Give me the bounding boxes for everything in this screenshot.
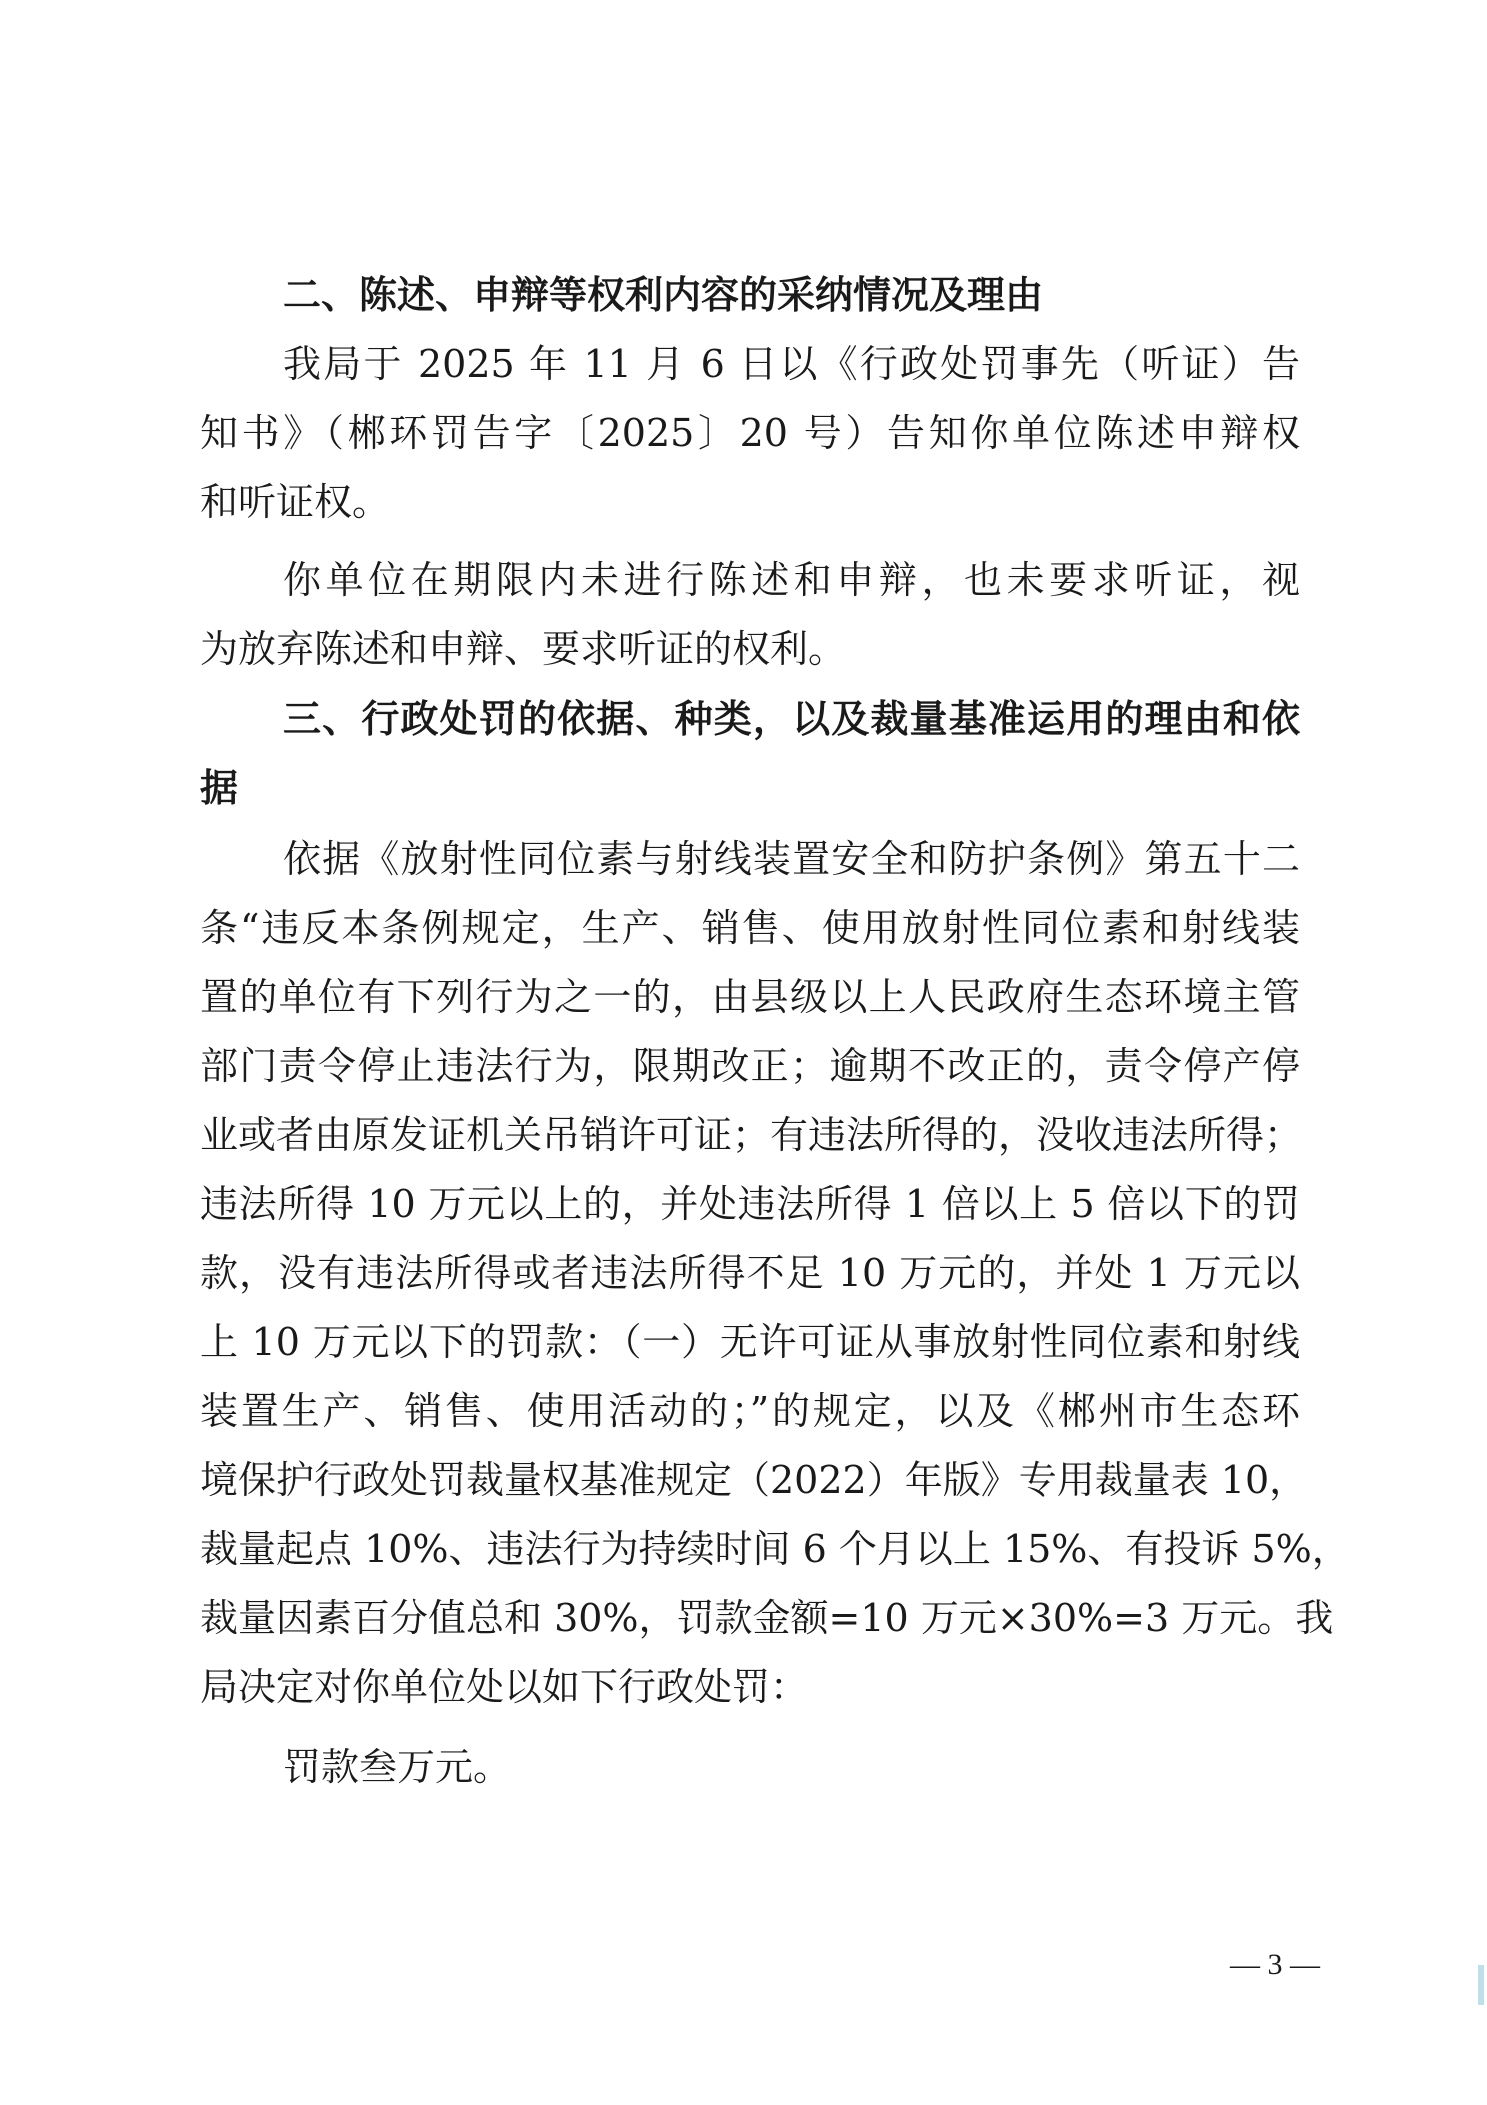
paragraph-3-line-8: 上 10 万元以下的罚款：（一）无许可证从事放射性同位素和射线 [200, 1320, 1300, 1364]
paragraph-1-line-2: 知书》（郴环罚告字〔2025〕20 号）告知你单位陈述申辩权 [200, 411, 1300, 455]
paragraph-3-line-6: 违法所得 10 万元以上的，并处违法所得 1 倍以上 5 倍以下的罚 [200, 1182, 1300, 1226]
section-3-heading-line-1: 三、行政处罚的依据、种类，以及裁量基准运用的理由和依 [283, 697, 1300, 741]
paragraph-4-penalty: 罚款叁万元。 [283, 1745, 512, 1789]
paragraph-2-line-2: 为放弃陈述和申辩、要求听证的权利。 [200, 627, 847, 671]
paragraph-3-line-10: 境保护行政处罚裁量权基准规定（2022）年版》专用裁量表 10， [200, 1458, 1308, 1502]
paragraph-3-line-4: 部门责令停止违法行为，限期改正；逾期不改正的，责令停产停 [200, 1044, 1300, 1088]
paragraph-3-line-2: 条“违反本条例规定，生产、销售、使用放射性同位素和射线装 [200, 906, 1300, 950]
scan-edge-mark [1478, 1965, 1484, 2005]
section-3-heading-line-2: 据 [200, 766, 239, 810]
paragraph-3-line-1: 依据《放射性同位素与射线装置安全和防护条例》第五十二 [283, 837, 1300, 881]
section-2-heading: 二、陈述、申辩等权利内容的采纳情况及理由 [283, 273, 1044, 317]
paragraph-3-line-11: 裁量起点 10%、违法行为持续时间 6 个月以上 15%、有投诉 5%， [200, 1527, 1350, 1571]
paragraph-1-line-3: 和听证权。 [200, 480, 391, 524]
paragraph-3-line-3: 置的单位有下列行为之一的，由县级以上人民政府生态环境主管 [200, 975, 1300, 1019]
paragraph-3-line-7: 款，没有违法所得或者违法所得不足 10 万元的，并处 1 万元以 [200, 1251, 1300, 1295]
paragraph-3-line-13: 局决定对你单位处以如下行政处罚： [200, 1665, 809, 1709]
paragraph-1-line-1: 我局于 2025 年 11 月 6 日以《行政处罚事先（听证）告 [283, 342, 1300, 386]
paragraph-2-line-1: 你单位在期限内未进行陈述和申辩，也未要求听证，视 [283, 558, 1300, 602]
page-number: — 3 — [1230, 1948, 1320, 1981]
paragraph-3-line-12: 裁量因素百分值总和 30%，罚款金额=10 万元×30%=3 万元。我 [200, 1596, 1334, 1640]
paragraph-3-line-5: 业或者由原发证机关吊销许可证；有违法所得的，没收违法所得； [200, 1113, 1303, 1157]
paragraph-3-line-9: 装置生产、销售、使用活动的；”的规定，以及《郴州市生态环 [200, 1389, 1300, 1433]
